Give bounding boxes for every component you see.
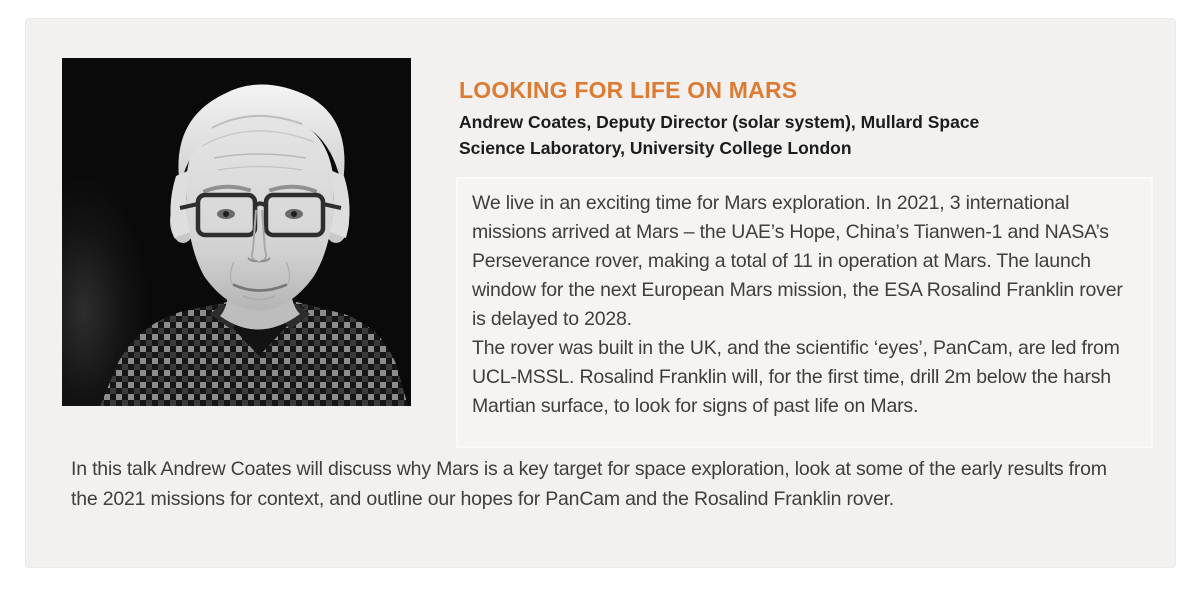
talk-title: LOOKING FOR LIFE ON MARS <box>459 77 798 103</box>
speaker-affiliation: Andrew Coates, Deputy Director (solar system), Mullard Space Science Laboratory, University College London <box>459 112 980 158</box>
talk-summary-paragraph: In this talk Andrew Coates will discuss why Mars is a key target for space exploration, look at some of the early results from the 2021 missions for context, and outline our hopes for PanCam and the Rosalind Franklin rover. <box>71 458 1107 510</box>
abstract-text-box <box>456 177 1153 448</box>
abstract-card <box>25 18 1176 568</box>
speaker-portrait-photo <box>62 58 411 406</box>
abstract-paragraph-2: The rover was built in the UK, and the scientific ‘eyes’, PanCam, are led from UCL-MSSL. Rosalind Franklin will, for the first time, drill 2m below the harsh Martian surface, to look for signs of past life on Mars. <box>472 337 1120 417</box>
portrait-illustration <box>62 58 411 406</box>
abstract-paragraph-1: We live in an exciting time for Mars exploration. In 2021, 3 international missions arrived at Mars – the UAE’s Hope, China’s Tianwen-1 and NASA’s Perseverance rover, making a total of 11 in operation at Mars. The launch window for the next European Mars mission, the ESA Rosalind Franklin rover is delayed to 2028. <box>472 192 1123 330</box>
text-column <box>459 75 1169 448</box>
